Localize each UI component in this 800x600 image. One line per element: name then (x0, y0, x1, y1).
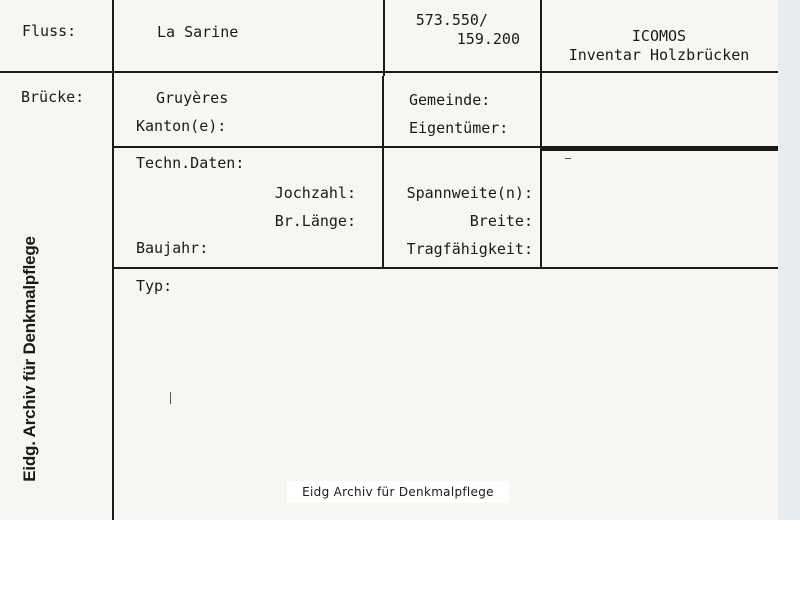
eigentuemer-label: Eigentümer: (409, 119, 509, 137)
baujahr-label: Baujahr: (136, 239, 209, 257)
rule-tech-bottom (113, 267, 778, 269)
col-left-rule (112, 0, 114, 520)
scan-edge (778, 0, 800, 520)
col-mid-rule (383, 0, 385, 76)
tragfaehigkeit-label: Tragfähigkeit: (406, 240, 533, 258)
col-right-rule (540, 0, 542, 269)
ink-speck (565, 158, 571, 159)
rule-bridge-bottom-thick (540, 148, 778, 151)
col-mid-rule-2 (382, 76, 384, 269)
org-name: ICOMOS (631, 27, 687, 45)
jochzahl-label: Jochzahl: (274, 184, 356, 202)
archive-stamp: Eidg Archiv für Denkmalpflege (287, 481, 509, 503)
kanton-label: Kanton(e): (136, 117, 227, 135)
typ-label: Typ: (136, 277, 173, 295)
fluss-value: La Sarine (157, 23, 239, 41)
laenge-label: Br.Länge: (274, 212, 356, 230)
org-subtitle: Inventar Holzbrücken (568, 46, 750, 64)
coordinate-x: 573.550/ (415, 11, 488, 29)
fluss-label: Fluss: (22, 22, 77, 40)
spannweite-label: Spannweite(n): (406, 184, 533, 202)
coordinate-y: 159.200 (456, 30, 520, 48)
gemeinde-label: Gemeinde: (409, 91, 491, 109)
archive-vertical-label: Eidg. Archiv für Denkmalpflege (20, 236, 39, 482)
bruecke-value: Gruyères (156, 89, 229, 107)
bruecke-label: Brücke: (21, 88, 85, 106)
techn-daten-heading: Techn.Daten: (136, 154, 245, 172)
breite-label: Breite: (469, 212, 533, 230)
rule-header (0, 71, 778, 73)
ink-speck (170, 392, 171, 404)
